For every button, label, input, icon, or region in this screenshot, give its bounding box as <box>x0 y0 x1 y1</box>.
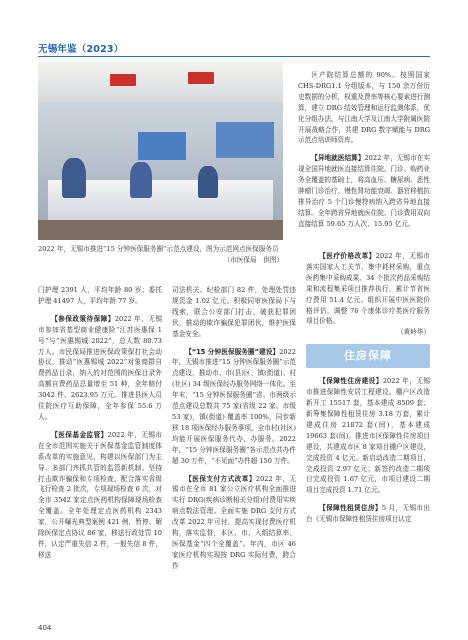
paragraph: 【“15 分钟医保服务圈”建设】2022 年，无锡市推进“15 分钟医保服务圈”示范点建设，推动市、市(县)区、镇(街道)、村(社区) 34 级医保经办服务网络一体化。至年末，“15 分钟医保服务圈”省、市两级示范点建设总数共 75 家(省级 22 家、市级 53 家)，镇(街道) 覆盖率 100%，同步新移 18 项医保经办服务事项，全市村(社区)均能开展医保服务代办，办服务。2022 年，“15 分钟医保服务圈”各示范点共办件超 30 万件，“不见面”办件超 150 万件。 <box>172 347 296 465</box>
paragraph: 司法机关、纪检部门 82 件，处理处罚违规资金 1.02 亿元。积极同审医保局下与线索，联合公安部门打击、破获犯罪团伙，推动的欺诈骗保犯罪团伙，维护医保基金安全。 <box>172 286 296 338</box>
paragraph-keyword: 【医疗价格改革】 <box>319 252 376 260</box>
paragraph-keyword: 【“15 分钟医保服务圈”建设】 <box>185 347 280 356</box>
ceiling <box>38 62 283 102</box>
staff-figure <box>62 158 86 198</box>
caption-text: 2022 年，无锡市推进“15 分钟医保服务圈”示范点建设，图为示范网点医保服务员 <box>38 245 279 253</box>
column-2 <box>172 285 296 572</box>
column-3 <box>306 251 430 525</box>
paragraph: 【医保基金监管】2022 年，无锡市在全市范围实施关于医保基金监管制度体系改革的实施意见，构建以医保部门为主导、多部门齐抓共管的监管新机制。坚持打击欺诈骗保和专项检查，配合落实省级飞行检查 2 批次，专项现场检查 6 次，对全市 3542 家定点医药机构保障现场检查全覆盖。全年处理定点医药机构 2343 家，公开曝光典型案例 421 例，暂停、解除医保定点协议 86 家，移送行政处罚 10 件，认定严重失信 2 件，一般失信 8 件，移送 <box>38 430 162 559</box>
photo-credit: （市医保局 供图） <box>223 255 283 264</box>
author-signoff: （黄岭华） <box>397 328 430 337</box>
paragraph-keyword: 【参保政策待保障】 <box>51 314 115 323</box>
staff-figure <box>130 162 152 198</box>
right-column-top <box>298 70 430 230</box>
paragraph-keyword: 【保障性租赁住房】 <box>319 504 382 513</box>
page-number: 404 <box>38 624 52 632</box>
paragraph-keyword: 【医保基金监管】 <box>51 430 108 439</box>
paragraph: 区产院结算总额的 90%。按照国家 CHS-DRG1.1 分组版本，与 150 余万份历史数据的分析，权重及费率等核心要素进行测算，建立 DRG 结效管理和运行监测体系，优化分组办法。与江南大学及江南大学附属医院开展战略合作，共建 DRG 数字赋能与 DRG 示范点培训师资库。 <box>298 71 430 145</box>
paragraph: 门护理 2391 人，平均年龄 80 岁；委托护理 41497 人，平均年龄 77 岁。 <box>38 286 162 305</box>
counter-sign <box>188 72 214 84</box>
counter-sign <box>110 74 136 86</box>
paragraph-keyword: 【保障性住房建设】 <box>319 377 383 386</box>
paragraph: 【医保支付方式改革】2022 年，无锡市在全市 81 家公立医疗机构全面推进实行 DRG(疾病诊断相关分组)付费用实疾病点数法管理。全面实施 DRG 支付方式改革 2022 年可付，提高实现付费医疗机构，落实监督，本区、市、入组结算率、医保基金“四个全覆盖”。年内，市区 46 家医疗机构实现按 DRG 实际付费，跨合作 <box>172 474 296 570</box>
display-board <box>216 122 274 158</box>
paragraph: 【异地就医结算】2022 年，无锡市在实现全国异地就医直接结算住院、门诊、购药业务全覆盖的基础上，将高血压、糖尿病、恶性肿瘤门诊治疗、慢性肾功能衰竭、器官移植抗排异治疗 5 个门诊慢特病纳入跨省异地直接结算。全年跨省异地就医住院、门诊费用双向直接结算 59.65 万人次、15.95 亿元。 <box>298 154 430 228</box>
service-hall-photo <box>38 62 283 240</box>
paragraph: 【医疗价格改革】2022 年，无锡市落实国家人工关节、集中耗材采购，重点医药集中采购成果、34 个批次药品采购结果和流程集采项目推荐执行，累计节省医疗费用 51.4 亿元。组织开展中医医院价格评估，调整 76 个康体诊疗类医疗服务项目价格。 <box>306 252 430 326</box>
paragraph-keyword: 【异地就医结算】 <box>311 154 365 163</box>
section-title: 住房保障 <box>344 348 392 362</box>
section-banner <box>306 344 430 368</box>
display-board <box>138 132 186 160</box>
paragraph: 【保障性住房建设】2022 年，无锡市推进保障性安居工程建设。棚户区改造新开工 15517 套，基本建成 8509 套；新筹集保障性租赁住房 3.18 万套，累计建成住房 21872 套(间)，基本建成 19663 套(间)。推进市区保障性住房项目建设，共建成市区 8 家项目棚户区建设，完成投资 4 亿元。新启动改造二期项目，完成投资 2.97 亿元；新签约改造二期项目完成投资 1.67 亿元，市项目建设二期项目完成投资 1.71 亿元。 <box>306 377 430 495</box>
column-1 <box>38 285 162 561</box>
paragraph: 【保障性租赁住房】5 月，无锡市出台《无锡市保障性租赁住房项目认定 <box>306 504 431 524</box>
paragraph: 【参保政策待保障】2022 年，无锡市参加省基型商业健康险“江苏医惠保 1 号”与“医惠锡城 2022”，总人数 80.73 万人。市民保局推进医保政策保打社会动协议，推动“医惠锡城 2022”对象商群自费药品目录，纳入的对范围的医保目录外高额自费药品总量增至 51 种，全年赔付 3042 件、2623.95 万元。推进县医人员住院医疗互助保障，全年参保 55.6 万人。 <box>38 314 162 421</box>
paragraph-keyword: 【医保支付方式改革】 <box>185 474 256 483</box>
photo-caption <box>38 244 283 265</box>
floor <box>38 220 283 240</box>
running-header <box>38 40 430 57</box>
staff-figure <box>198 166 218 198</box>
yearbook-title: 无锡年鉴（2023） <box>38 44 124 55</box>
